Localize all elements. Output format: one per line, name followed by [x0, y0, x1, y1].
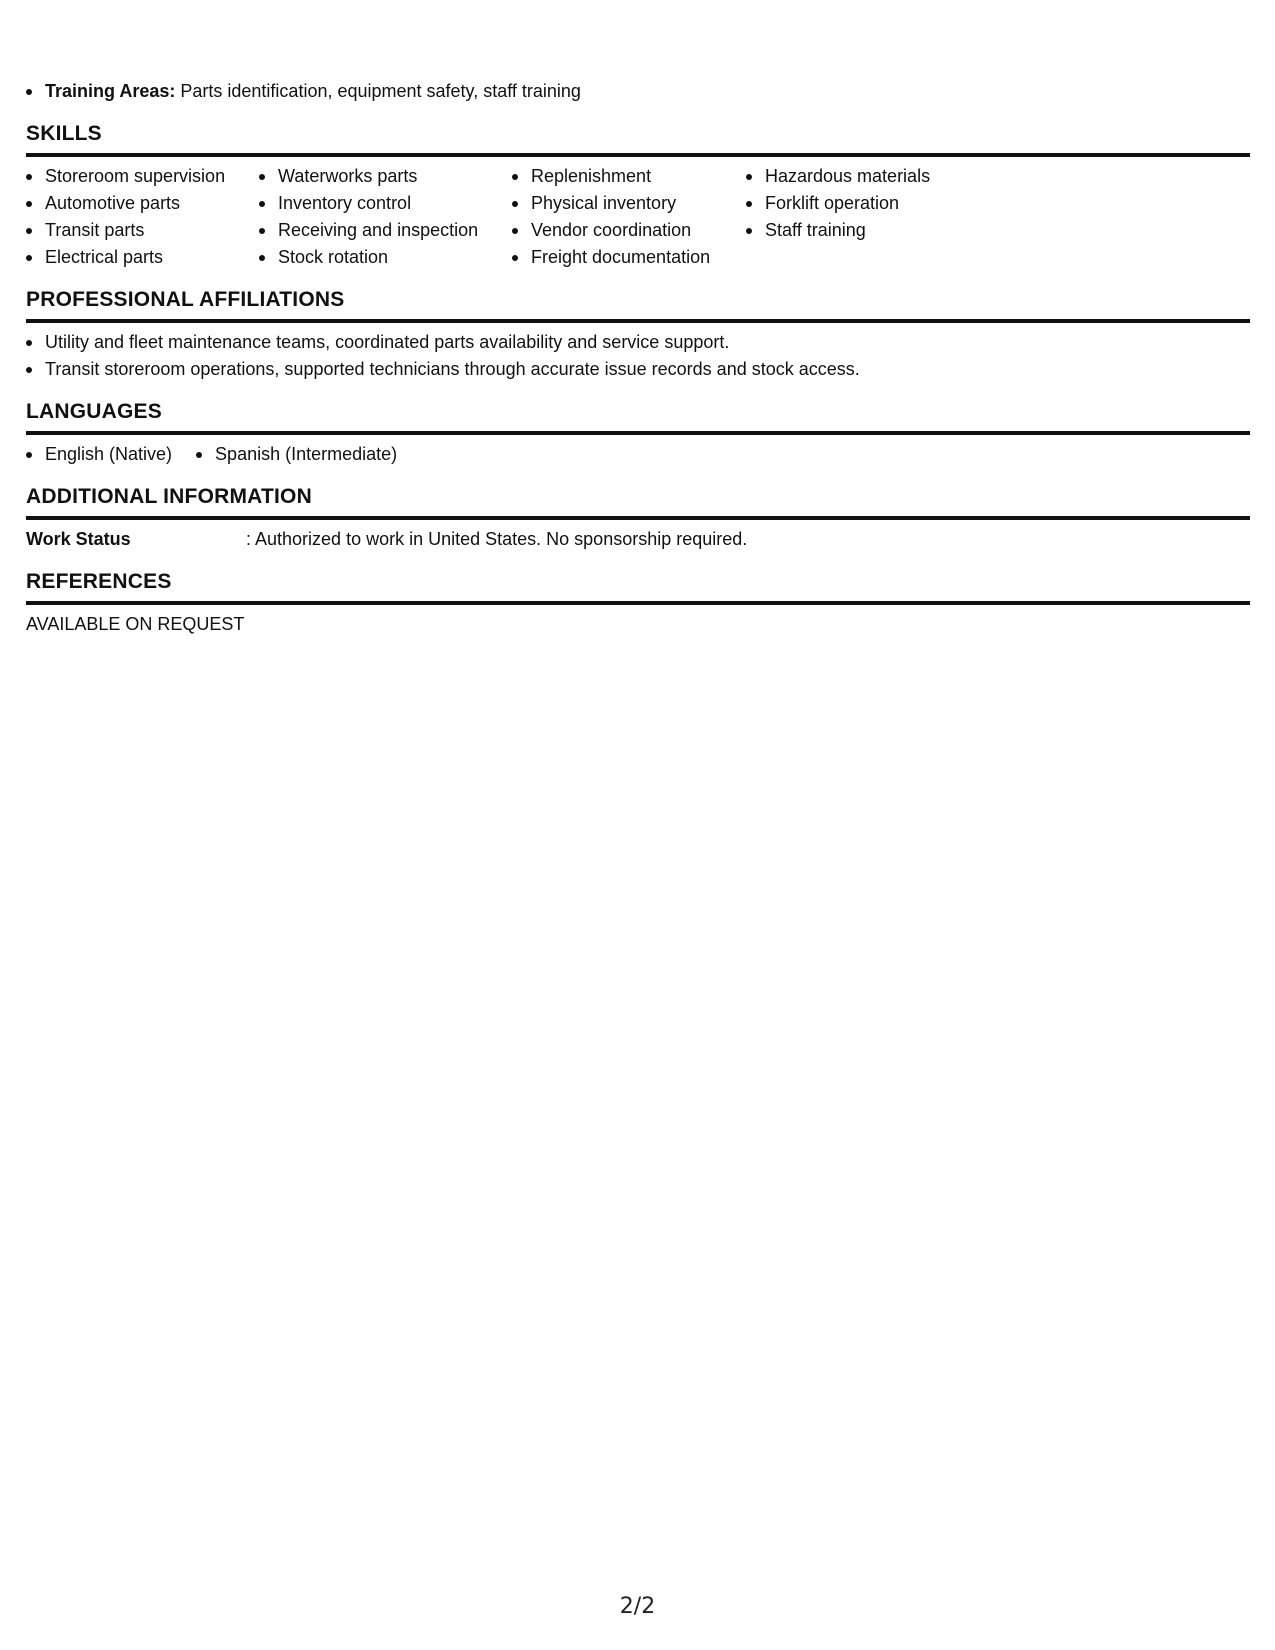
skill-item: Waterworks parts	[259, 163, 512, 190]
languages-list	[26, 441, 1250, 468]
training-areas-label: Training Areas:	[45, 81, 176, 101]
affiliation-item: Utility and fleet maintenance teams, coordinated parts availability and service support.	[26, 329, 1250, 356]
page-number: 2/2	[619, 1594, 656, 1619]
skills-grid	[26, 163, 1250, 271]
skill-item: Vendor coordination	[512, 217, 746, 244]
affiliations-heading: PROFESSIONAL AFFILIATIONS	[26, 287, 1250, 323]
training-areas-text: Parts identification, equipment safety, staff training	[180, 81, 581, 101]
references-text: AVAILABLE ON REQUEST	[26, 614, 245, 634]
language-item: Spanish (Intermediate)	[196, 441, 397, 468]
skill-item: Freight documentation	[512, 244, 746, 271]
work-status-row	[26, 526, 1250, 553]
skill-item: Stock rotation	[259, 244, 512, 271]
skill-item: Forklift operation	[746, 190, 1046, 217]
skill-item: Inventory control	[259, 190, 512, 217]
skill-item: Automotive parts	[26, 190, 259, 217]
skill-item: Receiving and inspection	[259, 217, 512, 244]
resume-content	[26, 78, 1250, 638]
additional-info-heading: ADDITIONAL INFORMATION	[26, 484, 1250, 520]
skills-column-4	[746, 163, 1046, 271]
references-heading: REFERENCES	[26, 569, 1250, 605]
skills-column-3	[512, 163, 746, 271]
language-item: English (Native)	[26, 441, 172, 468]
languages-heading: LANGUAGES	[26, 399, 1250, 435]
skill-item: Staff training	[746, 217, 1046, 244]
training-list	[26, 78, 1250, 105]
skill-item: Hazardous materials	[746, 163, 1046, 190]
work-status-value: : Authorized to work in United States. No sponsorship required.	[246, 529, 748, 549]
skills-column-2	[259, 163, 512, 271]
affiliation-item: Transit storeroom operations, supported technicians through accurate issue records and stock access.	[26, 356, 1250, 383]
skills-column-1	[26, 163, 259, 271]
skill-item: Replenishment	[512, 163, 746, 190]
skill-item: Storeroom supervision	[26, 163, 259, 190]
work-status-label: Work Status	[26, 529, 131, 549]
affiliations-list	[26, 329, 1250, 383]
skill-item: Electrical parts	[26, 244, 259, 271]
skill-item: Physical inventory	[512, 190, 746, 217]
skills-heading: SKILLS	[26, 121, 1250, 157]
training-areas-item	[26, 78, 1250, 105]
skill-item: Transit parts	[26, 217, 259, 244]
